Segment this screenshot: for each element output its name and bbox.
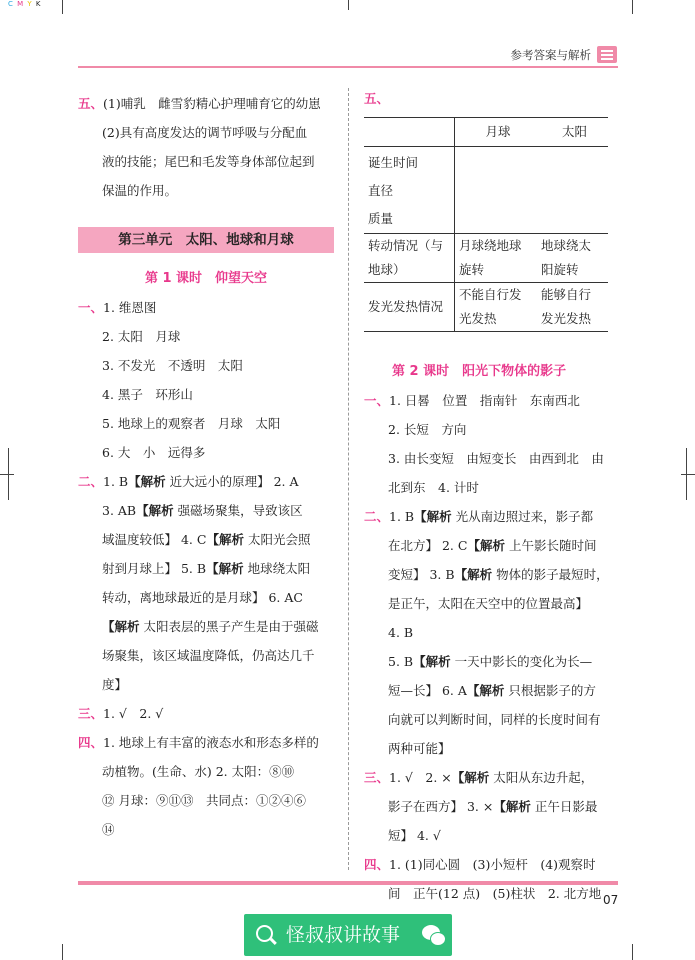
table-cell: 月球绕地球 旋转 (455, 234, 538, 283)
answer-line: 二、1. B【解析 近大远小的原理】 2. A (78, 474, 299, 489)
table-cell: 地球绕太 阳旋转 (537, 234, 608, 283)
answer-line: 域温度较低】 4. C【解析 太阳光会照 (102, 532, 311, 547)
answer-line: 3. 由长变短 由短变长 由西到北 由 (388, 451, 604, 466)
answer-line: 影子在西方】 3. ×【解析 正午日影最 (388, 799, 598, 814)
answer-line: 向就可以判断时间，同样的长度时间有 (388, 712, 601, 727)
column-divider (348, 88, 349, 870)
answer-line: 间 正午(12 点) (5)柱状 2. 北方地 (388, 886, 602, 901)
watermark-banner (244, 914, 452, 956)
table-cell: 转动情况（与 地球） (364, 234, 455, 283)
answer-line: 短—长】 6. A【解析 只根据影子的方 (388, 683, 596, 698)
crop-mark (632, 944, 633, 960)
answer-line: 四、1. 地球上有丰富的液态水和形态多样的 (78, 735, 319, 750)
table-cell: 太阳 (537, 118, 608, 147)
answer-line: 4. B (388, 625, 414, 640)
table-cell (455, 147, 538, 234)
answer-line: 场聚集，该区域温度降低，仍高达几千 (102, 648, 315, 663)
answer-line: 【解析 太阳表层的黑子产生是由于强磁 (102, 619, 319, 634)
answer-line: (2)具有高度发达的调节呼吸与分配血 (102, 125, 308, 140)
comparison-table (364, 117, 608, 332)
answer-line: 6. 大 小 远得多 (102, 445, 206, 460)
answer-line: 液的技能；尾巴和毛发等身体部位起到 (102, 154, 315, 169)
banner-text: 怪叔叔讲故事 (286, 924, 401, 946)
answer-line: 短】 4. √ (388, 828, 441, 843)
answer-line: 动植物。(生命、水) 2. 太阳：⑧⑩ (102, 764, 295, 779)
answer-line: 三、1. √ 2. ×【解析 太阳从东边升起， (364, 770, 594, 785)
table-row (364, 234, 608, 283)
answer-line: 两种可能】 (388, 741, 451, 756)
answer-line: 一、1. 日晷 位置 指南针 东南西北 (364, 393, 580, 408)
answer-line: 转动，离地球最近的是月球】 6. AC (102, 590, 303, 605)
book-icon (597, 46, 617, 63)
answer-line: 在北方】 2. C【解析 上午影长随时间 (388, 538, 597, 553)
crop-mark (686, 448, 687, 500)
answer-line: ⑫ 月球：⑨⑪⑬ 共同点：①②④⑥ (102, 793, 306, 808)
answer-line: 5. 地球上的观察者 月球 太阳 (102, 416, 281, 431)
header-rule (78, 66, 618, 68)
table-cell: 不能自行发 光发热 (455, 283, 538, 332)
crop-mark (8, 448, 9, 500)
crop-mark (348, 0, 349, 10)
answer-line: 四、1. (1)同心圆 (3)小短杆 (4)观察时 (364, 857, 596, 872)
table-row (364, 283, 608, 332)
answer-line: 3. AB【解析 强磁场聚集，导致该区 (102, 503, 303, 518)
crop-mark (0, 474, 14, 475)
search-icon (256, 925, 273, 942)
answer-line: 是正午，太阳在天空中的位置最高】 (388, 596, 589, 611)
answer-line: 变短】 3. B【解析 物体的影子最短时， (388, 567, 609, 582)
answer-line: 2. 太阳 月球 (102, 329, 181, 344)
header-title: 参考答案与解析 (510, 48, 591, 62)
table-cell: 月球 (455, 118, 538, 147)
left-column (78, 89, 334, 844)
crop-mark (62, 0, 63, 14)
table-cell: 发光发热情况 (364, 283, 455, 332)
crop-mark (632, 0, 633, 14)
answer-line: 射到月球上】 5. B【解析 地球绕太阳 (102, 561, 311, 576)
answer-line: ⑭ (102, 822, 115, 837)
wechat-icon (422, 925, 440, 940)
cmyk-mark: C M Y K (8, 0, 42, 8)
crop-mark (681, 474, 695, 475)
footer-rule (78, 881, 618, 885)
table-row (364, 147, 608, 234)
answer-line: 五、(1)哺乳 雌雪豹精心护理哺育它的幼崽 (78, 96, 321, 111)
table-cell (364, 118, 455, 147)
answer-line: 2. 长短 方向 (388, 422, 467, 437)
answer-line: 保温的作用。 (102, 183, 178, 198)
answer-line: 北到东 4. 计时 (388, 480, 479, 495)
answer-line: 度】 (102, 677, 128, 692)
answer-line: 一、1. 维恩图 (78, 300, 157, 315)
page-number: 07 (603, 893, 619, 907)
answer-line: 4. 黑子 环形山 (102, 387, 193, 402)
table-row (364, 118, 608, 147)
answer-line: 二、1. B【解析 光从南边照过来，影子都 (364, 509, 594, 524)
table-cell: 诞生时间 直径 质量 (364, 147, 455, 234)
answer-line: 5. B【解析 一天中影长的变化为长— (388, 654, 593, 669)
lesson-title: 第 2 课时 阳光下物体的影子 (392, 364, 567, 379)
crop-mark (62, 944, 63, 960)
answer-line: 3. 不发光 不透明 太阳 (102, 358, 243, 373)
unit-title: 第三单元 太阳、地球和月球 (78, 227, 334, 253)
answer-line: 三、1. √ 2. √ (78, 706, 164, 721)
table-cell: 能够自行 发光发热 (537, 283, 608, 332)
lesson-title: 第 1 课时 仰望天空 (144, 271, 268, 286)
right-column (364, 89, 618, 908)
section-mark: 五、 (364, 91, 390, 106)
table-cell (537, 147, 608, 234)
